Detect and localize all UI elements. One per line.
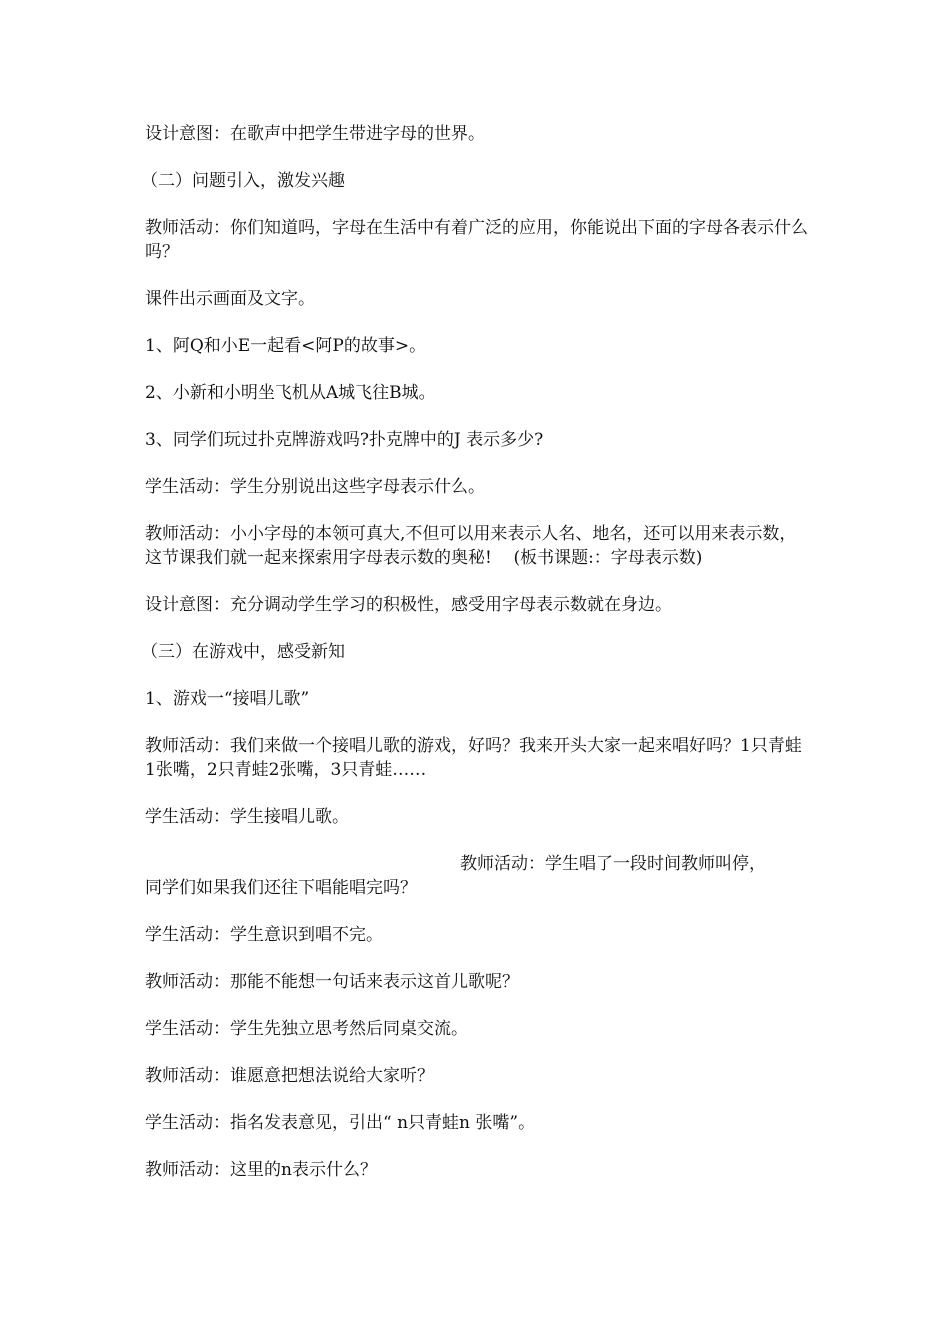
paragraph-student-activity-5: 学生活动：指名发表意见，引出“ n只青蛙n 张嘴”。 (145, 1113, 536, 1133)
list-item-1: 1、阿Q和小E一起看<阿P的故事>。 (145, 336, 427, 356)
paragraph-teacher-activity-7: 教师活动：这里的n表示什么？ (145, 1160, 377, 1180)
list-item-3: 3、同学们玩过扑克牌游戏吗?扑克牌中的J 表示多少? (145, 430, 544, 450)
paragraph-teacher-activity-3: 教师活动：我们来做一个接唱儿歌的游戏，好吗？我来开头大家一起来唱好吗？1只青蛙1张嘴，2只青蛙2张嘴，3只青蛙…… (145, 736, 802, 780)
paragraph-teacher-activity-5: 教师活动：那能不能想一句话来表示这首儿歌呢？ (145, 972, 519, 992)
section-heading-2: （二）问题引入，激发兴趣 (141, 171, 345, 191)
section-heading-3: （三）在游戏中，感受新知 (141, 642, 345, 662)
paragraph-teacher-activity-4-line1: 教师活动：学生唱了一段时间教师叫停， (460, 854, 766, 874)
paragraph-teacher-activity-2: 教师活动：小小字母的本领可真大,不但可以用来表示人名、地名，还可以用来表示数，这节课我们就一起来探索用字母表示数的奥秘! (板书课题:：字母表示数) (145, 524, 797, 568)
paragraph-student-activity-2: 学生活动：学生接唱儿歌。 (145, 807, 349, 827)
paragraph-courseware: 课件出示画面及文字。 (145, 289, 315, 309)
document-page (141, 122, 810, 1205)
paragraph-student-activity-4: 学生活动：学生先独立思考然后同桌交流。 (145, 1019, 468, 1039)
game-title-1: 1、游戏一“接唱儿歌” (145, 689, 310, 709)
paragraph-design-intent-1: 设计意图：在歌声中把学生带进字母的世界。 (145, 124, 485, 144)
paragraph-teacher-activity-4 (145, 852, 810, 900)
paragraph-student-activity-3: 学生活动：学生意识到唱不完。 (145, 925, 383, 945)
paragraph-teacher-activity-6: 教师活动：谁愿意把想法说给大家听？ (145, 1066, 434, 1086)
paragraph-teacher-activity-4-line2: 同学们如果我们还往下唱能唱完吗？ (145, 878, 417, 898)
paragraph-design-intent-2: 设计意图：充分调动学生学习的积极性，感受用字母表示数就在身边。 (145, 595, 672, 615)
paragraph-teacher-activity-1: 教师活动：你们知道吗，字母在生活中有着广泛的应用，你能说出下面的字母各表示什么吗？ (145, 218, 808, 262)
list-item-2: 2、小新和小明坐飞机从A城飞往B城。 (145, 383, 436, 403)
paragraph-student-activity-1: 学生活动：学生分别说出这些字母表示什么。 (145, 477, 485, 497)
